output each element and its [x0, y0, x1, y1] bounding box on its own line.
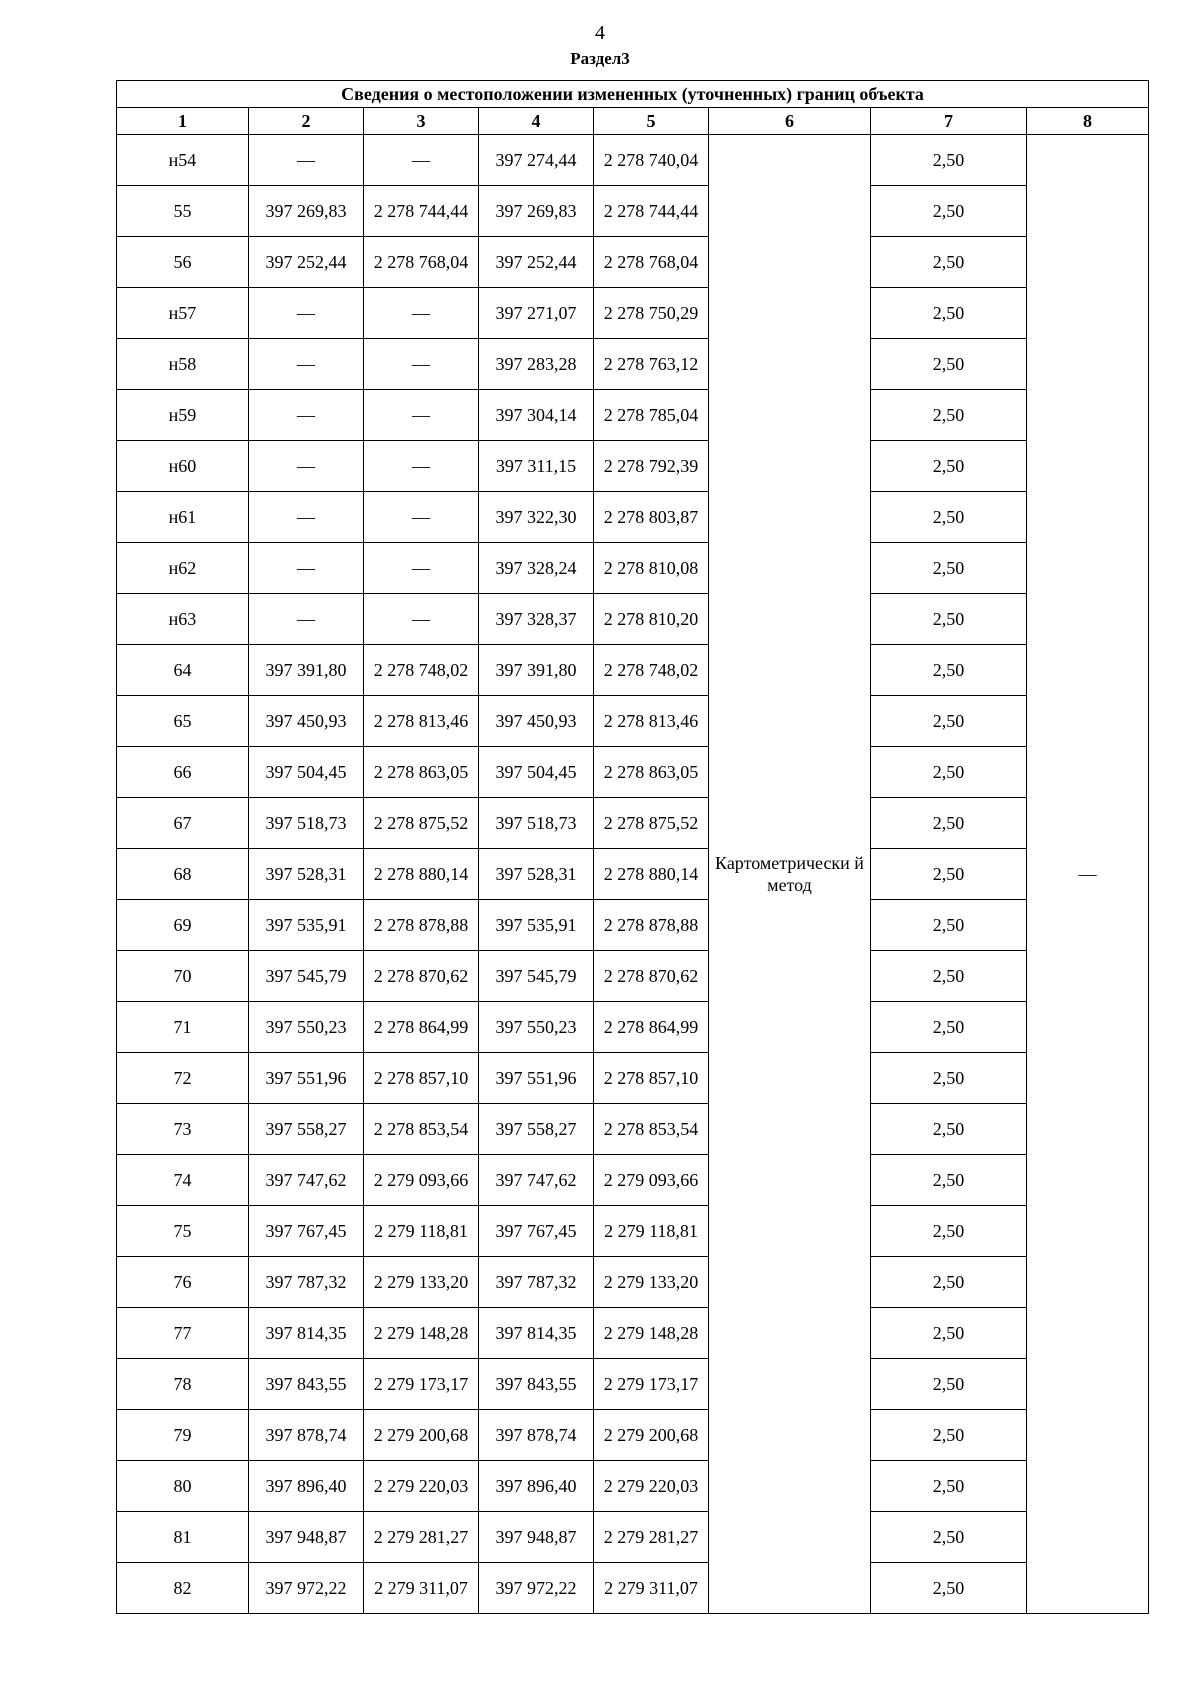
cell-accuracy: 2,50: [871, 1104, 1027, 1155]
cell-x-old: —: [249, 135, 364, 186]
cell-accuracy: 2,50: [871, 135, 1027, 186]
cell-x-new: 397 551,96: [479, 1053, 594, 1104]
cell-y-new: 2 279 200,68: [594, 1410, 709, 1461]
table-row: [117, 441, 1149, 492]
cell-x-old: 397 747,62: [249, 1155, 364, 1206]
cell-y-new: 2 278 750,29: [594, 288, 709, 339]
cell-accuracy: 2,50: [871, 288, 1027, 339]
table-row: [117, 1308, 1149, 1359]
cell-y-old: 2 279 311,07: [364, 1563, 479, 1614]
cell-accuracy: 2,50: [871, 1410, 1027, 1461]
cell-y-old: 2 278 768,04: [364, 237, 479, 288]
cell-y-old: 2 278 813,46: [364, 696, 479, 747]
cell-accuracy: 2,50: [871, 1359, 1027, 1410]
cell-accuracy: 2,50: [871, 1461, 1027, 1512]
cell-y-new: 2 279 133,20: [594, 1257, 709, 1308]
cell-x-old: —: [249, 543, 364, 594]
cell-y-old: —: [364, 441, 479, 492]
table-row: [117, 1155, 1149, 1206]
table-row: [117, 1053, 1149, 1104]
cell-x-new: 397 767,45: [479, 1206, 594, 1257]
cell-y-old: 2 278 748,02: [364, 645, 479, 696]
cell-accuracy: 2,50: [871, 1257, 1027, 1308]
table-row: [117, 951, 1149, 1002]
table-row: [117, 339, 1149, 390]
cell-x-new: 397 550,23: [479, 1002, 594, 1053]
table-row: [117, 900, 1149, 951]
cell-y-new: 2 278 880,14: [594, 849, 709, 900]
cell-x-new: 397 322,30: [479, 492, 594, 543]
cell-x-old: 397 558,27: [249, 1104, 364, 1155]
cell-x-old: 397 545,79: [249, 951, 364, 1002]
table-row: [117, 186, 1149, 237]
table-row: [117, 1257, 1149, 1308]
cell-point: 65: [117, 696, 249, 747]
cell-y-old: 2 279 200,68: [364, 1410, 479, 1461]
cell-accuracy: 2,50: [871, 1053, 1027, 1104]
column-number-row: [117, 108, 1149, 135]
cell-y-new: 2 279 118,81: [594, 1206, 709, 1257]
cell-y-new: 2 278 748,02: [594, 645, 709, 696]
cell-point: 71: [117, 1002, 249, 1053]
cell-x-old: 397 843,55: [249, 1359, 364, 1410]
cell-x-new: 397 252,44: [479, 237, 594, 288]
cell-x-old: —: [249, 441, 364, 492]
cell-x-old: —: [249, 339, 364, 390]
cell-x-new: 397 311,15: [479, 441, 594, 492]
cell-x-old: —: [249, 492, 364, 543]
cell-point: 70: [117, 951, 249, 1002]
cell-x-old: 397 878,74: [249, 1410, 364, 1461]
column-header: 7: [871, 108, 1027, 135]
table-row: [117, 798, 1149, 849]
cell-x-old: —: [249, 390, 364, 441]
cell-x-old: 397 814,35: [249, 1308, 364, 1359]
cell-x-old: 397 550,23: [249, 1002, 364, 1053]
cell-point: н57: [117, 288, 249, 339]
cell-accuracy: 2,50: [871, 492, 1027, 543]
cell-x-new: 397 504,45: [479, 747, 594, 798]
cell-x-new: 397 948,87: [479, 1512, 594, 1563]
table-row: [117, 645, 1149, 696]
cell-accuracy: 2,50: [871, 1308, 1027, 1359]
cell-x-new: 397 283,28: [479, 339, 594, 390]
boundary-coordinates-table: [116, 80, 1149, 1614]
table-row: [117, 1512, 1149, 1563]
cell-point: 80: [117, 1461, 249, 1512]
table-caption-row: [117, 81, 1149, 108]
cell-point: 69: [117, 900, 249, 951]
cell-y-old: 2 278 853,54: [364, 1104, 479, 1155]
cell-y-new: 2 278 785,04: [594, 390, 709, 441]
cell-y-new: 2 278 875,52: [594, 798, 709, 849]
cell-y-new: 2 278 853,54: [594, 1104, 709, 1155]
table-row: [117, 1359, 1149, 1410]
cell-point: 77: [117, 1308, 249, 1359]
cell-x-old: 397 518,73: [249, 798, 364, 849]
cell-x-new: 397 814,35: [479, 1308, 594, 1359]
cell-point: 76: [117, 1257, 249, 1308]
cell-point: 72: [117, 1053, 249, 1104]
table-body: [117, 135, 1149, 1614]
cell-y-old: —: [364, 492, 479, 543]
cell-accuracy: 2,50: [871, 390, 1027, 441]
cell-point: н58: [117, 339, 249, 390]
cell-x-new: 397 328,37: [479, 594, 594, 645]
cell-y-old: —: [364, 288, 479, 339]
cell-x-new: 397 843,55: [479, 1359, 594, 1410]
table-row: [117, 237, 1149, 288]
cell-point: 66: [117, 747, 249, 798]
table-row: [117, 543, 1149, 594]
table-row: [117, 1206, 1149, 1257]
cell-y-new: 2 279 311,07: [594, 1563, 709, 1614]
cell-x-new: 397 747,62: [479, 1155, 594, 1206]
cell-y-old: 2 278 870,62: [364, 951, 479, 1002]
cell-y-new: 2 278 870,62: [594, 951, 709, 1002]
column-header: 5: [594, 108, 709, 135]
column-header: 1: [117, 108, 249, 135]
column-header: 8: [1027, 108, 1149, 135]
cell-x-old: 397 535,91: [249, 900, 364, 951]
cell-x-new: 397 535,91: [479, 900, 594, 951]
cell-accuracy: 2,50: [871, 186, 1027, 237]
cell-accuracy: 2,50: [871, 798, 1027, 849]
cell-point: 64: [117, 645, 249, 696]
cell-x-old: 397 948,87: [249, 1512, 364, 1563]
cell-accuracy: 2,50: [871, 951, 1027, 1002]
cell-y-old: 2 278 863,05: [364, 747, 479, 798]
cell-x-old: 397 767,45: [249, 1206, 364, 1257]
table-caption: Сведения о местоположении измененных (уточненных) границ объекта: [117, 81, 1149, 108]
cell-accuracy: 2,50: [871, 900, 1027, 951]
cell-y-old: 2 278 744,44: [364, 186, 479, 237]
cell-y-new: 2 279 281,27: [594, 1512, 709, 1563]
cell-y-new: 2 279 148,28: [594, 1308, 709, 1359]
cell-x-old: 397 551,96: [249, 1053, 364, 1104]
column-header: 2: [249, 108, 364, 135]
table-row: [117, 390, 1149, 441]
cell-accuracy: 2,50: [871, 339, 1027, 390]
cell-y-new: 2 278 763,12: [594, 339, 709, 390]
cell-y-old: —: [364, 135, 479, 186]
cell-y-new: 2 278 744,44: [594, 186, 709, 237]
table-row: [117, 1563, 1149, 1614]
cell-y-old: 2 279 281,27: [364, 1512, 479, 1563]
cell-point: н63: [117, 594, 249, 645]
cell-y-old: 2 278 875,52: [364, 798, 479, 849]
cell-point: н59: [117, 390, 249, 441]
cell-y-old: 2 278 857,10: [364, 1053, 479, 1104]
table-row: [117, 135, 1149, 186]
table-row: [117, 1104, 1149, 1155]
section-title: Раздел3: [570, 49, 630, 68]
cell-x-old: —: [249, 288, 364, 339]
cell-x-old: 397 972,22: [249, 1563, 364, 1614]
cell-x-old: 397 450,93: [249, 696, 364, 747]
cell-y-new: 2 279 220,03: [594, 1461, 709, 1512]
cell-accuracy: 2,50: [871, 1206, 1027, 1257]
cell-y-old: 2 279 118,81: [364, 1206, 479, 1257]
cell-point: 55: [117, 186, 249, 237]
cell-accuracy: 2,50: [871, 1155, 1027, 1206]
cell-point: 67: [117, 798, 249, 849]
table-row: [117, 1002, 1149, 1053]
cell-accuracy: 2,50: [871, 747, 1027, 798]
cell-accuracy: 2,50: [871, 1512, 1027, 1563]
cell-x-new: 397 518,73: [479, 798, 594, 849]
cell-y-old: 2 278 880,14: [364, 849, 479, 900]
cell-point: 75: [117, 1206, 249, 1257]
cell-x-old: 397 528,31: [249, 849, 364, 900]
cell-y-old: 2 278 864,99: [364, 1002, 479, 1053]
cell-y-new: 2 278 813,46: [594, 696, 709, 747]
cell-x-new: 397 528,31: [479, 849, 594, 900]
cell-x-old: 397 269,83: [249, 186, 364, 237]
cell-point: н62: [117, 543, 249, 594]
table-row: [117, 492, 1149, 543]
table-row: [117, 1410, 1149, 1461]
cell-x-old: 397 391,80: [249, 645, 364, 696]
cell-y-old: 2 279 220,03: [364, 1461, 479, 1512]
cell-x-old: 397 787,32: [249, 1257, 364, 1308]
table-row: [117, 747, 1149, 798]
cell-point: 81: [117, 1512, 249, 1563]
cell-accuracy: 2,50: [871, 849, 1027, 900]
cell-y-old: 2 279 133,20: [364, 1257, 479, 1308]
cell-x-old: 397 252,44: [249, 237, 364, 288]
cell-x-old: 397 504,45: [249, 747, 364, 798]
cell-y-old: 2 279 173,17: [364, 1359, 479, 1410]
cell-accuracy: 2,50: [871, 696, 1027, 747]
cell-y-old: —: [364, 390, 479, 441]
cell-x-new: 397 328,24: [479, 543, 594, 594]
cell-y-new: 2 278 864,99: [594, 1002, 709, 1053]
cell-y-new: 2 278 810,20: [594, 594, 709, 645]
cell-y-new: 2 278 740,04: [594, 135, 709, 186]
cell-accuracy: 2,50: [871, 441, 1027, 492]
cell-y-new: 2 279 093,66: [594, 1155, 709, 1206]
cell-x-new: 397 450,93: [479, 696, 594, 747]
cell-y-old: —: [364, 339, 479, 390]
cell-accuracy: 2,50: [871, 543, 1027, 594]
cell-y-new: 2 278 803,87: [594, 492, 709, 543]
page-number: 4: [595, 22, 605, 44]
cell-point: н54: [117, 135, 249, 186]
cell-accuracy: 2,50: [871, 237, 1027, 288]
cell-point: 68: [117, 849, 249, 900]
cell-x-new: 397 545,79: [479, 951, 594, 1002]
cell-point: 79: [117, 1410, 249, 1461]
table-row: [117, 288, 1149, 339]
cell-accuracy: 2,50: [871, 594, 1027, 645]
cell-y-old: —: [364, 594, 479, 645]
cell-y-old: 2 278 878,88: [364, 900, 479, 951]
cell-accuracy: 2,50: [871, 645, 1027, 696]
table-row: [117, 594, 1149, 645]
cell-x-new: 397 269,83: [479, 186, 594, 237]
cell-point: 73: [117, 1104, 249, 1155]
cell-x-new: 397 391,80: [479, 645, 594, 696]
cell-point: 74: [117, 1155, 249, 1206]
column-header: 4: [479, 108, 594, 135]
cell-point: н60: [117, 441, 249, 492]
cell-point: 78: [117, 1359, 249, 1410]
cell-y-old: 2 279 093,66: [364, 1155, 479, 1206]
table-row: [117, 696, 1149, 747]
cell-y-new: 2 279 173,17: [594, 1359, 709, 1410]
cell-x-new: 397 558,27: [479, 1104, 594, 1155]
cell-y-old: 2 279 148,28: [364, 1308, 479, 1359]
cell-column-8: —: [1027, 135, 1149, 1614]
cell-x-new: 397 787,32: [479, 1257, 594, 1308]
cell-x-new: 397 274,44: [479, 135, 594, 186]
cell-y-new: 2 278 768,04: [594, 237, 709, 288]
cell-x-new: 397 878,74: [479, 1410, 594, 1461]
column-header: 3: [364, 108, 479, 135]
cell-y-new: 2 278 863,05: [594, 747, 709, 798]
cell-y-new: 2 278 792,39: [594, 441, 709, 492]
table-row: [117, 849, 1149, 900]
cell-method: Картометрически й метод: [709, 135, 871, 1614]
cell-x-new: 397 271,07: [479, 288, 594, 339]
table-row: [117, 1461, 1149, 1512]
cell-x-new: 397 304,14: [479, 390, 594, 441]
cell-point: 82: [117, 1563, 249, 1614]
cell-x-new: 397 896,40: [479, 1461, 594, 1512]
cell-point: 56: [117, 237, 249, 288]
cell-x-old: —: [249, 594, 364, 645]
cell-y-new: 2 278 878,88: [594, 900, 709, 951]
column-header: 6: [709, 108, 871, 135]
cell-x-old: 397 896,40: [249, 1461, 364, 1512]
cell-accuracy: 2,50: [871, 1563, 1027, 1614]
cell-y-new: 2 278 857,10: [594, 1053, 709, 1104]
cell-x-new: 397 972,22: [479, 1563, 594, 1614]
cell-accuracy: 2,50: [871, 1002, 1027, 1053]
cell-y-old: —: [364, 543, 479, 594]
cell-y-new: 2 278 810,08: [594, 543, 709, 594]
cell-point: н61: [117, 492, 249, 543]
